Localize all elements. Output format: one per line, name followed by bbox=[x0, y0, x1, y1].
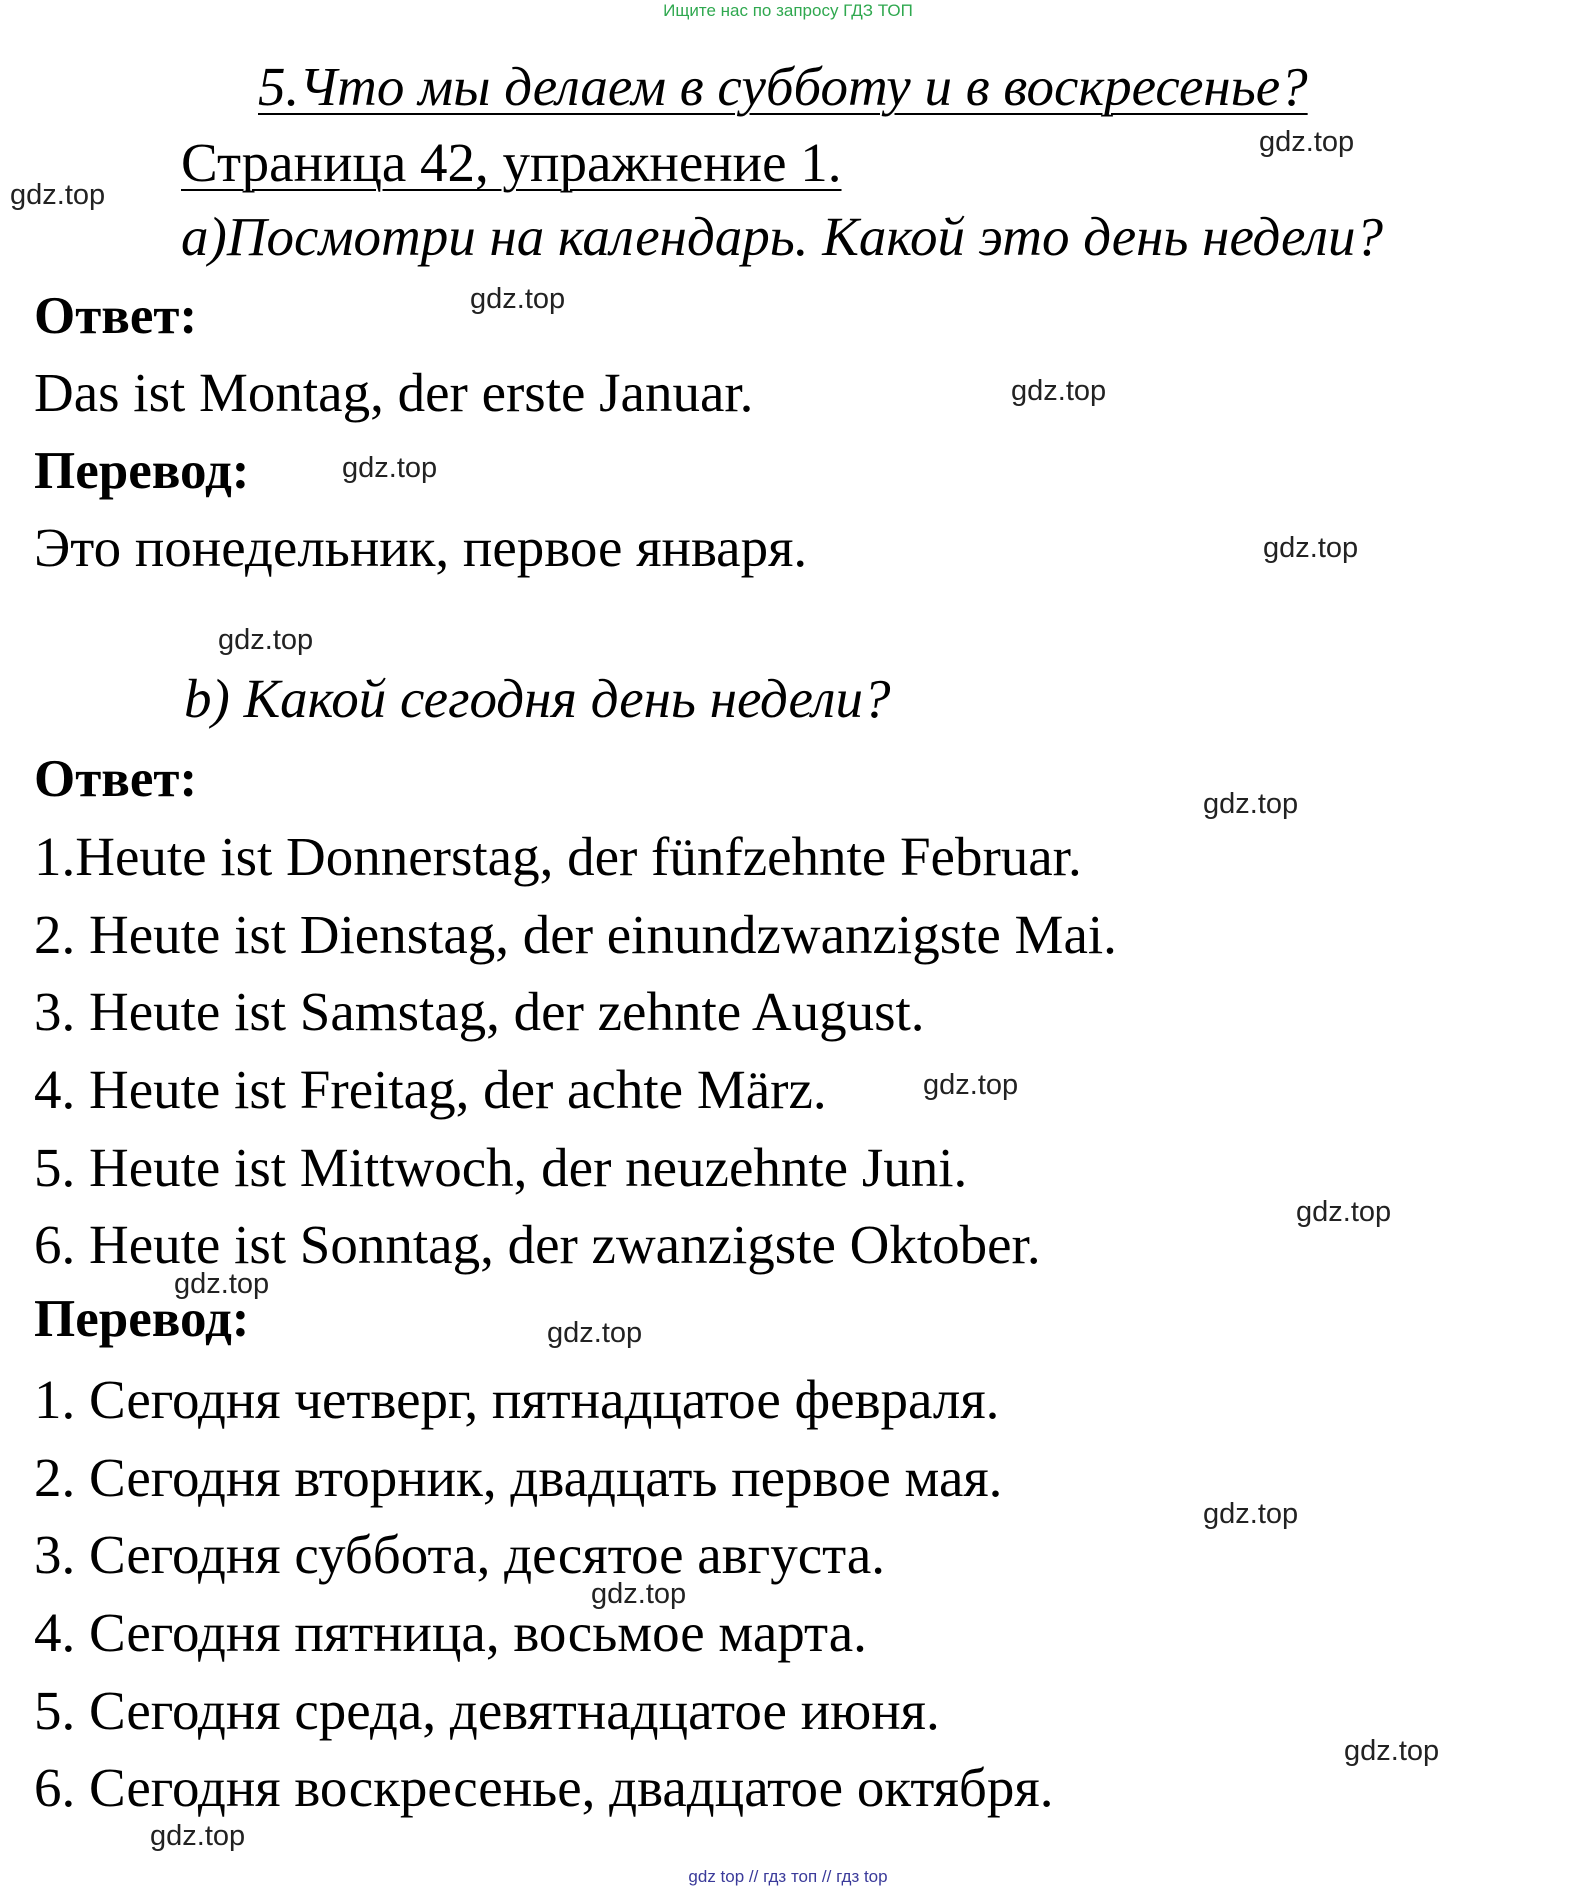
answer-b-item: 4. Heute ist Freitag, der achte März. bbox=[34, 1059, 827, 1120]
task-a-question: а)Посмотри на календарь. Какой это день недели? bbox=[181, 206, 1384, 267]
translation-b-item: 6. Сегодня воскресенье, двадцатое октября. bbox=[34, 1757, 1054, 1818]
translation-b-item: 1. Сегодня четверг, пятнадцатое февраля. bbox=[34, 1369, 1000, 1430]
footer-watermark: gdz top // гдз топ // гдз top bbox=[688, 1867, 888, 1886]
page-reference: Страница 42, упражнение 1. bbox=[181, 132, 842, 193]
answer-b-item: 2. Heute ist Dienstag, der einundzwanzigste Mai. bbox=[34, 904, 1117, 965]
watermark: gdz.top bbox=[1259, 126, 1355, 158]
watermark: gdz.top bbox=[1344, 1735, 1440, 1767]
translation-b-item: 5. Сегодня среда, девятнадцатое июня. bbox=[34, 1680, 940, 1741]
watermark: gdz.top bbox=[1296, 1196, 1392, 1228]
translation-b-item: 2. Сегодня вторник, двадцать первое мая. bbox=[34, 1447, 1003, 1508]
translation-b-item: 3. Сегодня суббота, десятое августа. bbox=[34, 1524, 885, 1585]
watermark: gdz.top bbox=[1263, 532, 1359, 564]
watermark: gdz.top bbox=[218, 624, 314, 656]
answer-label-b: Ответ: bbox=[34, 750, 198, 808]
translation-a: Это понедельник, первое января. bbox=[34, 517, 808, 578]
watermark: gdz.top bbox=[923, 1069, 1019, 1101]
watermark: gdz.top bbox=[547, 1317, 643, 1349]
watermark: gdz.top bbox=[342, 452, 438, 484]
answer-b-item: 3. Heute ist Samstag, der zehnte August. bbox=[34, 981, 925, 1042]
watermark: gdz.top bbox=[150, 1820, 246, 1852]
watermark: gdz.top bbox=[1203, 788, 1299, 820]
watermark: gdz.top bbox=[591, 1578, 687, 1610]
answer-label-a: Ответ: bbox=[34, 287, 198, 345]
watermark: gdz.top bbox=[174, 1268, 270, 1300]
watermark: gdz.top bbox=[10, 179, 106, 211]
watermark: gdz.top bbox=[1203, 1498, 1299, 1530]
translation-b-item: 4. Сегодня пятница, восьмое марта. bbox=[34, 1602, 867, 1663]
watermark: gdz.top bbox=[470, 283, 566, 315]
top-banner: Ищите нас по запросу ГДЗ ТОП bbox=[663, 1, 913, 20]
translation-label-a: Перевод: bbox=[34, 442, 250, 500]
watermark: gdz.top bbox=[1011, 375, 1107, 407]
task-b-question: b) Какой сегодня день недели? bbox=[184, 668, 891, 729]
translation-label-b: Перевод: bbox=[34, 1290, 250, 1348]
section-title: 5.Что мы делаем в субботу и в воскресенье? bbox=[258, 56, 1308, 117]
answer-b-item: 6. Heute ist Sonntag, der zwanzigste Oktober. bbox=[34, 1214, 1041, 1275]
answer-b-item: 5. Heute ist Mittwoch, der neuzehnte Juni. bbox=[34, 1137, 968, 1198]
answer-b-item: 1.Heute ist Donnerstag, der fünfzehnte Februar. bbox=[34, 826, 1082, 887]
answer-a: Das ist Montag, der erste Januar. bbox=[34, 362, 754, 423]
